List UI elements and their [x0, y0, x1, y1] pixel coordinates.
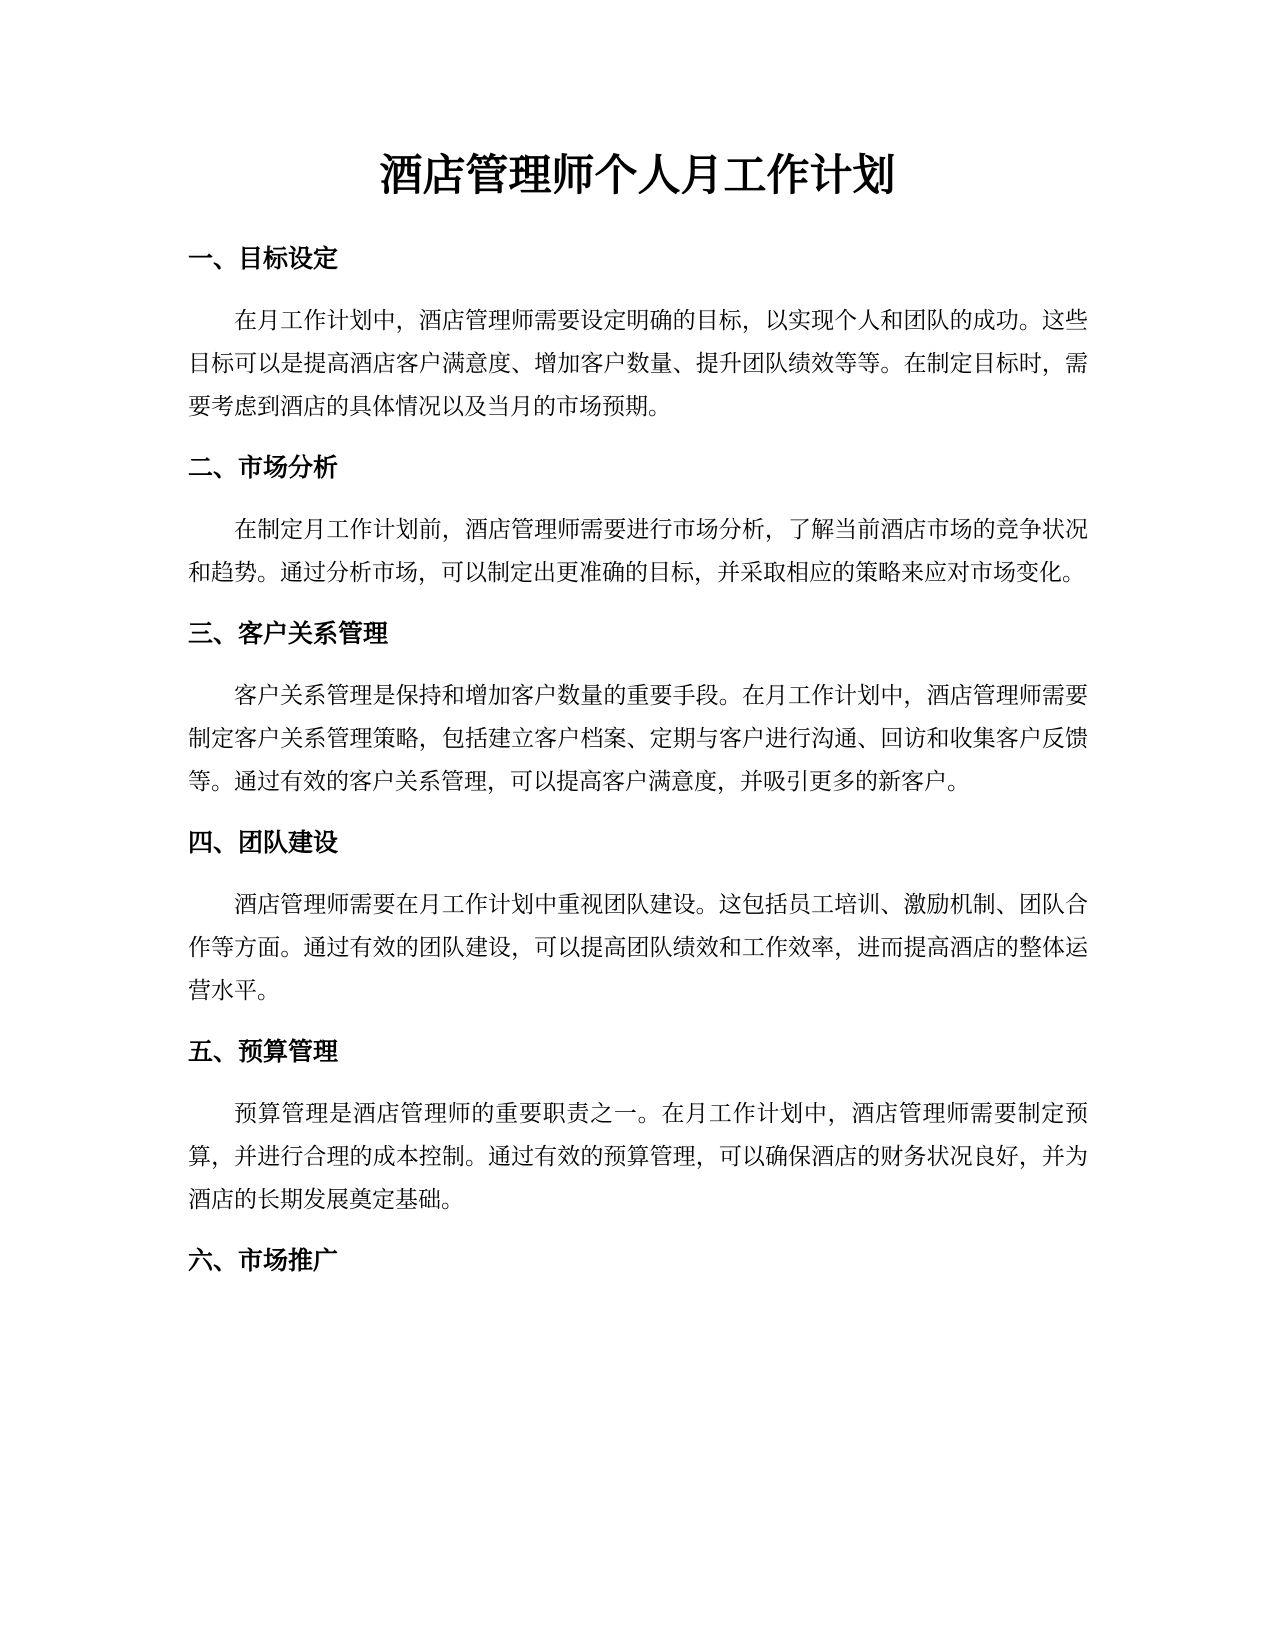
section-customer-relations	[188, 615, 1088, 804]
section-heading: 五、预算管理	[188, 1037, 339, 1066]
section-team-building	[188, 824, 1088, 1013]
section-goal-setting	[188, 240, 1088, 429]
section-heading: 一、目标设定	[188, 244, 339, 273]
section-market-analysis	[188, 449, 1088, 595]
document-body	[188, 240, 1088, 1302]
section-marketing-promotion	[188, 1242, 1088, 1280]
section-heading: 三、客户关系管理	[188, 619, 389, 648]
section-heading: 二、市场分析	[188, 453, 339, 482]
section-paragraph: 客户关系管理是保持和增加客户数量的重要手段。在月工作计划中，酒店管理师需要制定客户关系管理策略，包括建立客户档案、定期与客户进行沟通、回访和收集客户反馈等。通过有效的客户关系管理，可以提高客户满意度，并吸引更多的新客户。	[188, 683, 1088, 795]
section-paragraph: 在月工作计划中，酒店管理师需要设定明确的目标，以实现个人和团队的成功。这些目标可以是提高酒店客户满意度、增加客户数量、提升团队绩效等等。在制定目标时，需要考虑到酒店的具体情况以及当月的市场预期。	[188, 308, 1088, 420]
section-budget-management	[188, 1033, 1088, 1222]
section-paragraph: 酒店管理师需要在月工作计划中重视团队建设。这包括员工培训、激励机制、团队合作等方面。通过有效的团队建设，可以提高团队绩效和工作效率，进而提高酒店的整体运营水平。	[188, 892, 1088, 1004]
section-heading: 六、市场推广	[188, 1246, 339, 1275]
section-paragraph: 预算管理是酒店管理师的重要职责之一。在月工作计划中，酒店管理师需要制定预算，并进行合理的成本控制。通过有效的预算管理，可以确保酒店的财务状况良好，并为酒店的长期发展奠定基础。	[188, 1101, 1088, 1213]
section-paragraph: 在制定月工作计划前，酒店管理师需要进行市场分析，了解当前酒店市场的竞争状况和趋势。通过分析市场，可以制定出更准确的目标，并采取相应的策略来应对市场变化。	[188, 517, 1088, 586]
section-heading: 四、团队建设	[188, 828, 339, 857]
page-title: 酒店管理师个人月工作计划	[379, 151, 896, 201]
